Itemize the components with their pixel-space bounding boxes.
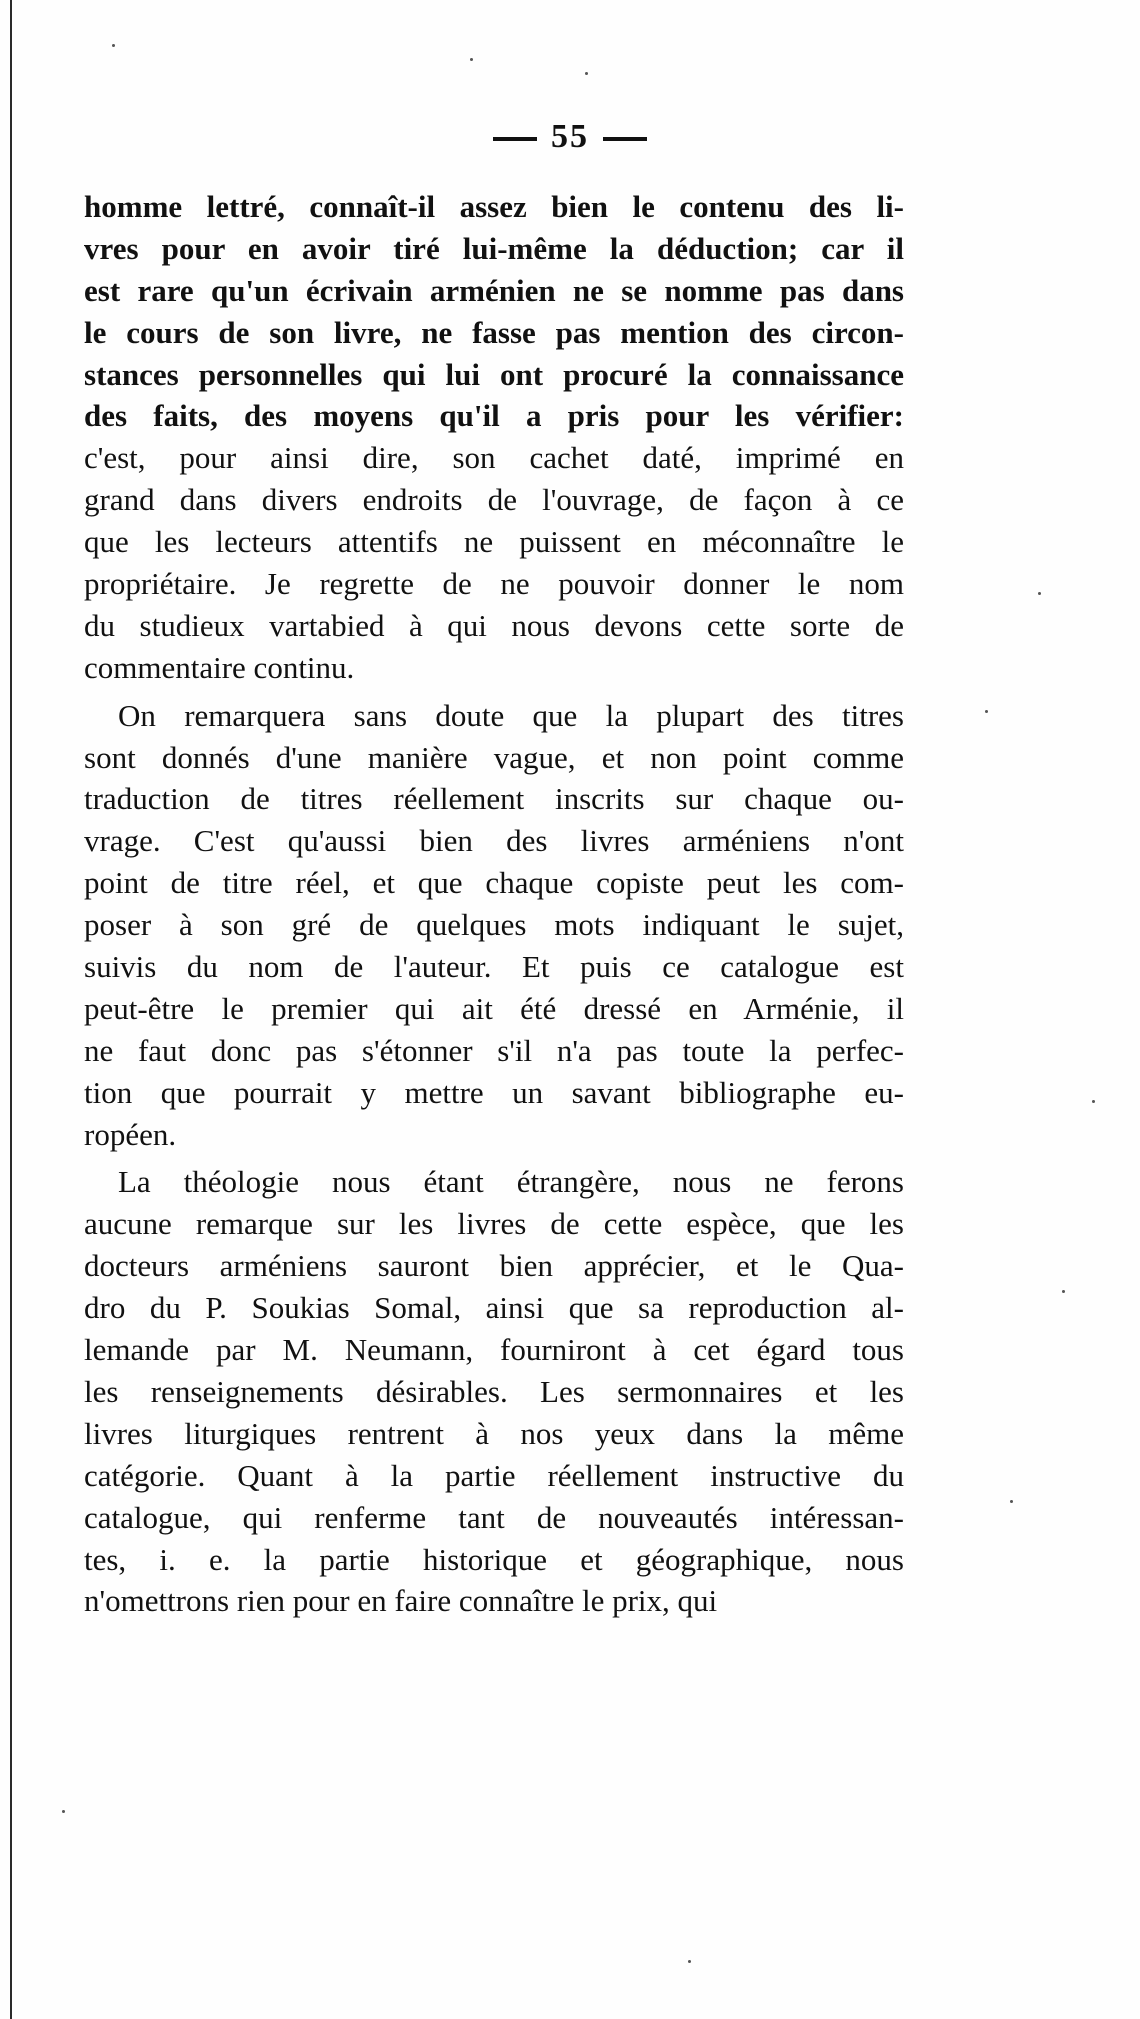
text-line: stances personnelles qui lui ont procuré la connaissance	[84, 356, 904, 392]
text-line: poser à son gré de quelques mots indiquant le sujet,	[84, 907, 904, 943]
text-line: traduction de titres réellement inscrits sur chaque ou-	[84, 781, 904, 817]
text-line: les renseignements désirables. Les sermonnaires et les	[84, 1373, 904, 1409]
paper-speck	[985, 710, 988, 713]
text-line: On remarquera sans doute que la plupart des titres	[118, 697, 904, 733]
text-line: livres liturgiques rentrent à nos yeux dans la même	[84, 1415, 904, 1451]
paper-speck	[1010, 1500, 1013, 1503]
paper-speck	[1038, 592, 1041, 595]
paper-speck	[62, 1810, 65, 1813]
text-line: vrage. C'est qu'aussi bien des livres arméniens n'ont	[84, 823, 904, 859]
text-line: propriétaire. Je regrette de ne pouvoir donner le nom	[84, 566, 904, 602]
header-dash-right	[603, 137, 647, 141]
text-line: tes, i. e. la partie historique et géographique, nous	[84, 1541, 904, 1577]
paragraph	[84, 1161, 904, 1622]
text-line: aucune remarque sur les livres de cette espèce, que les	[84, 1206, 904, 1242]
paper-speck	[688, 1960, 691, 1963]
text-line: le cours de son livre, ne fasse pas mention des circon-	[84, 314, 904, 350]
text-line: que les lecteurs attentifs ne puissent en méconnaître le	[84, 524, 904, 560]
text-line: dro du P. Soukias Somal, ainsi que sa reproduction al-	[84, 1290, 904, 1326]
text-line: c'est, pour ainsi dire, son cachet daté, imprimé en	[84, 440, 904, 476]
text-line: docteurs arméniens sauront bien apprécier, et le Qua-	[84, 1248, 904, 1284]
paragraph	[84, 695, 904, 1156]
paper-speck	[470, 58, 473, 61]
text-line: grand dans divers endroits de l'ouvrage, de façon à ce	[84, 482, 904, 518]
text-line: lemande par M. Neumann, fourniront à cet égard tous	[84, 1332, 904, 1368]
text-line: ne faut donc pas s'étonner s'il n'a pas toute la perfec-	[84, 1032, 904, 1068]
text-line: point de titre réel, et que chaque copiste peut les com-	[84, 865, 904, 901]
text-line: vres pour en avoir tiré lui-même la déduction; car il	[84, 230, 904, 266]
paper-speck	[1092, 1100, 1095, 1103]
text-line: suivis du nom de l'auteur. Et puis ce catalogue est	[84, 949, 904, 985]
page-header	[0, 118, 1140, 156]
text-line: peut-être le premier qui ait été dressé en Arménie, il	[84, 990, 904, 1026]
page-edge	[10, 0, 12, 2019]
header-dash-left	[493, 137, 537, 141]
page-number: 55	[551, 118, 589, 155]
paper-speck	[585, 72, 588, 75]
text-line: n'omettrons rien pour en faire connaître le prix, qui	[84, 1583, 718, 1619]
text-line: sont donnés d'une manière vague, et non point comme	[84, 739, 904, 775]
paragraph	[84, 186, 904, 689]
text-line: catalogue, qui renferme tant de nouveautés intéressan-	[84, 1499, 904, 1535]
text-line: ropéen.	[84, 1116, 177, 1152]
paper-speck	[112, 44, 115, 47]
text-line: tion que pourrait y mettre un savant bibliographe eu-	[84, 1074, 904, 1110]
text-line: homme lettré, connaît-il assez bien le contenu des li-	[84, 189, 904, 224]
text-line: commentaire continu.	[84, 649, 355, 685]
text-line: des faits, des moyens qu'il a pris pour les vérifier:	[84, 398, 904, 434]
text-line: est rare qu'un écrivain arménien ne se nomme pas dans	[84, 272, 904, 308]
text-line: du studieux vartabied à qui nous devons cette sorte de	[84, 607, 904, 643]
text-line: catégorie. Quant à la partie réellement instructive du	[84, 1457, 904, 1493]
paper-speck	[1062, 1290, 1065, 1293]
body-text	[84, 186, 904, 1622]
text-line: La théologie nous étant étrangère, nous ne ferons	[118, 1164, 904, 1200]
